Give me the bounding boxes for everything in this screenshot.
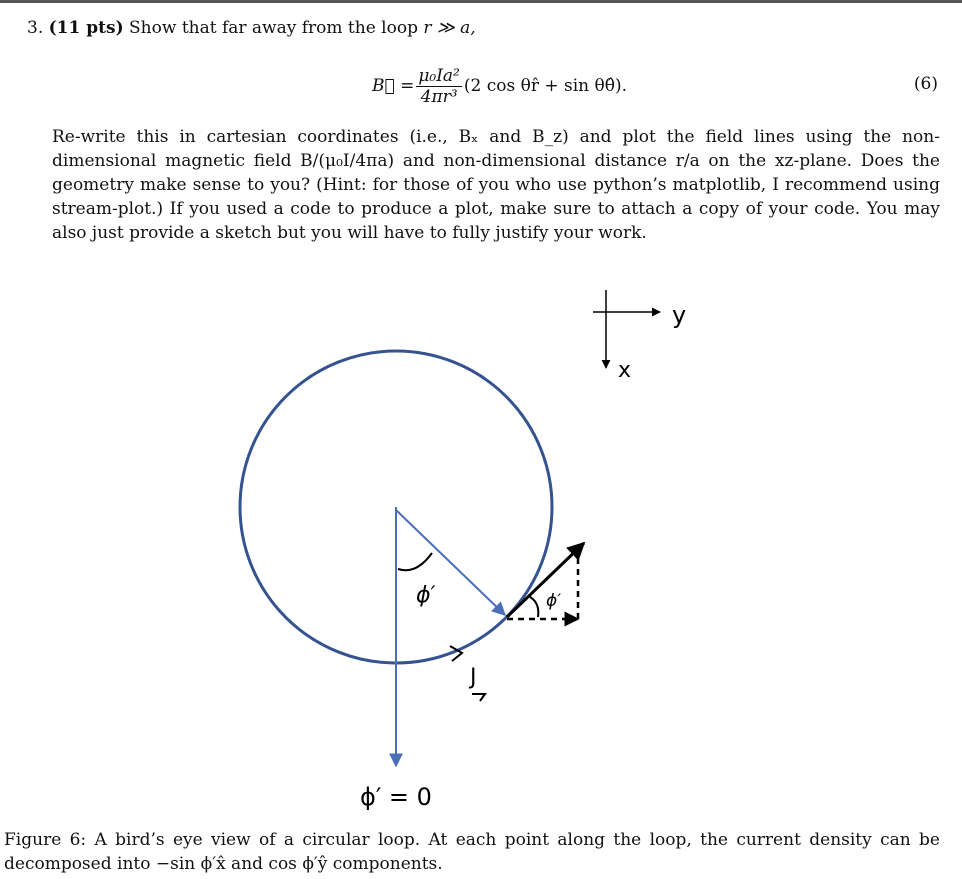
axes-indicator <box>593 290 686 383</box>
problem-paragraph: Re-write this in cartesian coordinates (i.e., Bₓ and B_z) and plot the field lines using the non-dimensional magnetic field B/(μ₀I/4πa) and non-dimensional distance r/a on the xz-plane. Does the geometry make sense to you? (Hint: for those of you who use python’s matplotlib, I recommend using stream-plot.) If you used a code to produce a plot, make sure to attach a copy of your code. You may also just provide a sketch but you will have to fully justify your work. <box>52 127 940 243</box>
figure-caption: Figure 6: A bird’s eye view of a circular loop. At each point along the loop, the current density can be decomposed into −sin ϕ′x̂ and cos ϕ′ŷ components. <box>4 830 940 874</box>
current-label: J <box>470 665 477 690</box>
x-axis-label: x <box>618 358 632 383</box>
equation-rhs: (2 cos θr̂ + sin θθ̂). <box>463 76 628 96</box>
problem-heading <box>27 18 476 38</box>
small-angle-arc <box>530 597 538 617</box>
radius-arrow <box>396 510 505 615</box>
equation-fraction <box>416 66 462 107</box>
equation-denominator: 4πr³ <box>420 86 458 107</box>
equation-6 <box>372 58 627 114</box>
phi-zero-label: ϕ′ = 0 <box>360 783 432 811</box>
angle-arc <box>398 553 432 570</box>
problem-condition: r ≫ a, <box>423 18 476 38</box>
top-rule <box>0 0 962 3</box>
equation-number: (6) <box>913 74 938 94</box>
equation-lhs: B⃗ = <box>372 76 415 96</box>
equation-numerator: μ₀Ia² <box>418 65 460 86</box>
problem-points: (11 pts) <box>48 18 124 38</box>
current-vector-mark <box>472 694 485 701</box>
y-axis-label: y <box>672 301 687 329</box>
loop-figure <box>0 270 962 820</box>
angle-label: ϕ′ <box>416 583 436 608</box>
small-angle-label: ϕ′ <box>546 591 562 611</box>
problem-number: 3. <box>27 18 44 38</box>
problem-lead: Show that far away from the loop <box>129 18 418 38</box>
